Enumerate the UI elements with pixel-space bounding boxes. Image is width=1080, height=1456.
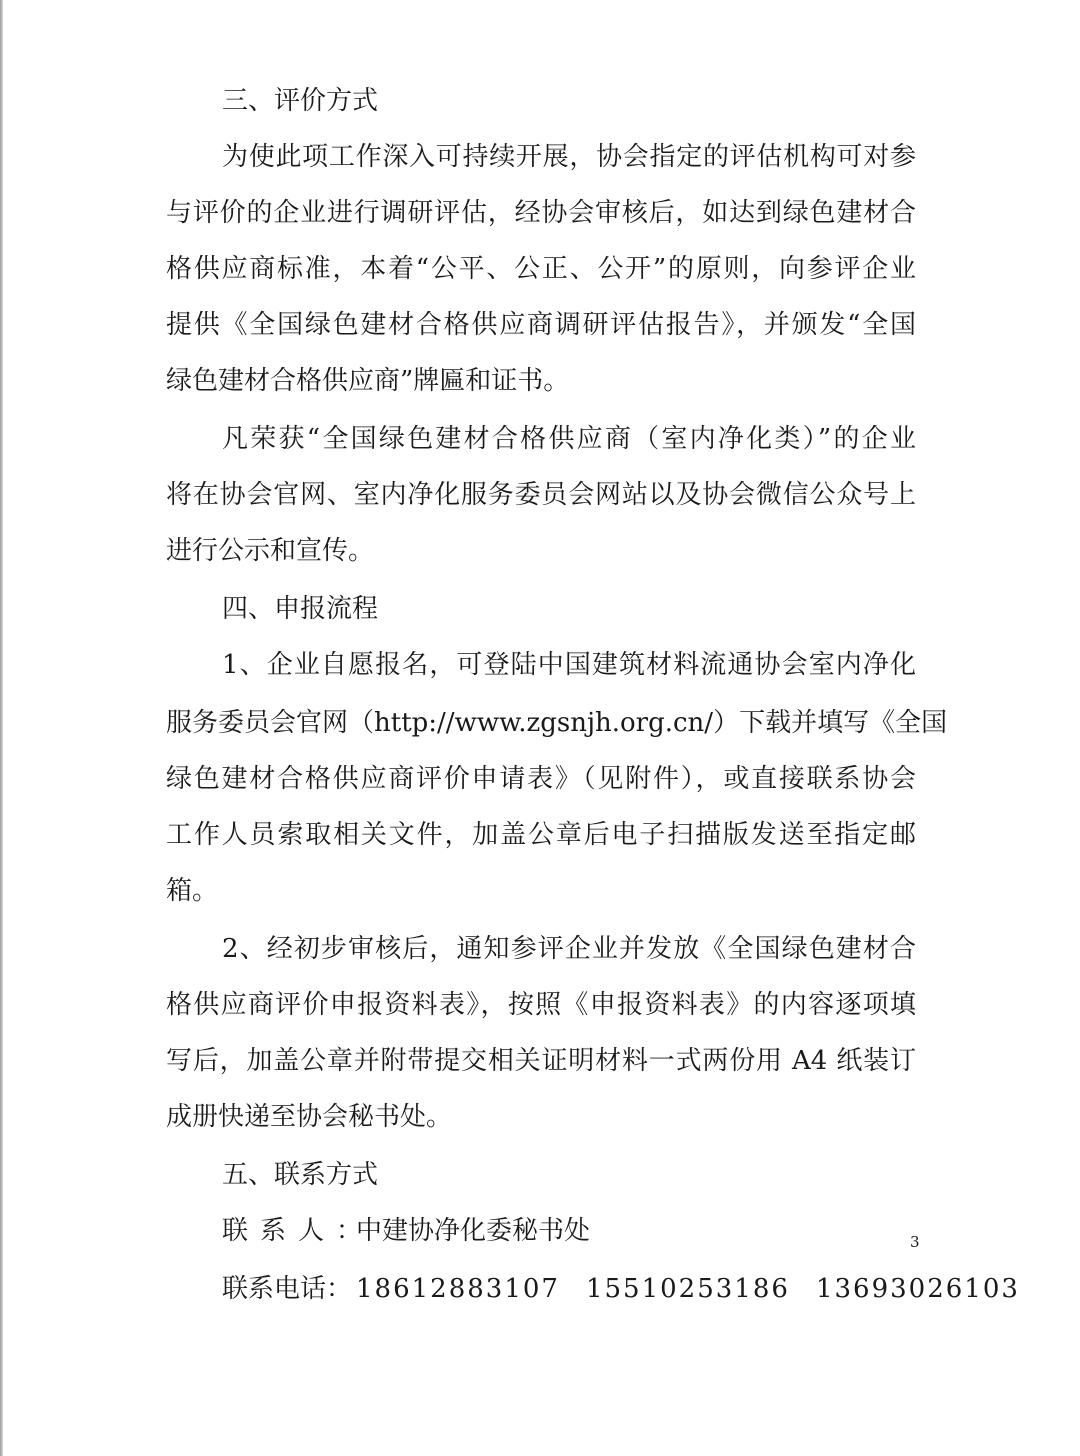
section-4-p1-line-4: 工作人员索取相关文件，加盖公章后电子扫描版发送至指定邮 (166, 820, 916, 850)
section-4-p1-line-2: 服务委员会官网（http://www.zgsnjh.org.cn/）下载并填写《全国 (166, 708, 948, 738)
section-4-heading: 四、申报流程 (222, 594, 379, 624)
section-3-p2-line-3: 进行公示和宣传。 (166, 536, 375, 566)
contact-person-label: 联系人： (222, 1216, 375, 1246)
contact-person-value: 中建协净化委秘书处 (356, 1216, 591, 1246)
contact-phone-label: 联系电话： (222, 1274, 353, 1304)
phone-number-2: 15510253186 (585, 1274, 790, 1304)
section-4-p2-line-2: 格供应商评价申报资料表》，按照《申报资料表》的内容逐项填 (166, 990, 916, 1020)
contact-phone-row (222, 1272, 1046, 1306)
section-3-p1-line-4: 提供《全国绿色建材合格供应商调研评估报告》，并颁发“全国 (166, 310, 916, 340)
section-3-p1-line-1: 为使此项工作深入可持续开展，协会指定的评估机构可对参 (222, 142, 916, 172)
section-4-p2-line-3: 写后，加盖公章并附带提交相关证明材料一式两份用 A4 纸装订 (166, 1046, 916, 1076)
section-3-heading: 三、评价方式 (222, 86, 379, 116)
section-3-p2-line-2: 将在协会官网、室内净化服务委员会网站以及协会微信公众号上 (166, 480, 916, 510)
section-3-p1-line-5: 绿色建材合格供应商”牌匾和证书。 (166, 366, 570, 396)
section-5-heading: 五、联系方式 (222, 1160, 379, 1190)
contact-person-row (222, 1214, 590, 1248)
section-4-p1-line-5: 箱。 (166, 876, 219, 906)
section-3-p2-line-1: 凡荣获“全国绿色建材合格供应商（室内净化类）”的企业 (222, 424, 916, 454)
page-edge-shadow (0, 0, 3, 1456)
section-4-p1-line-3: 绿色建材合格供应商评价申请表》（见附件），或直接联系协会 (166, 764, 916, 794)
section-4-p1-line-1: 1、企业自愿报名，可登陆中国建筑材料流通协会室内净化 (222, 650, 916, 680)
section-4-p2-line-1: 2、经初步审核后，通知参评企业并发放《全国绿色建材合 (222, 934, 916, 964)
phone-number-1: 18612883107 (356, 1274, 560, 1304)
phone-number-3: 13693026103 (815, 1274, 1020, 1304)
section-4-p2-line-4: 成册快递至协会秘书处。 (166, 1102, 453, 1132)
page-number: 3 (910, 1233, 920, 1251)
section-3-p1-line-3: 格供应商标准，本着“公平、公正、公开”的原则，向参评企业 (166, 254, 916, 284)
section-3-p1-line-2: 与评价的企业进行调研评估，经协会审核后，如达到绿色建材合 (166, 198, 916, 228)
